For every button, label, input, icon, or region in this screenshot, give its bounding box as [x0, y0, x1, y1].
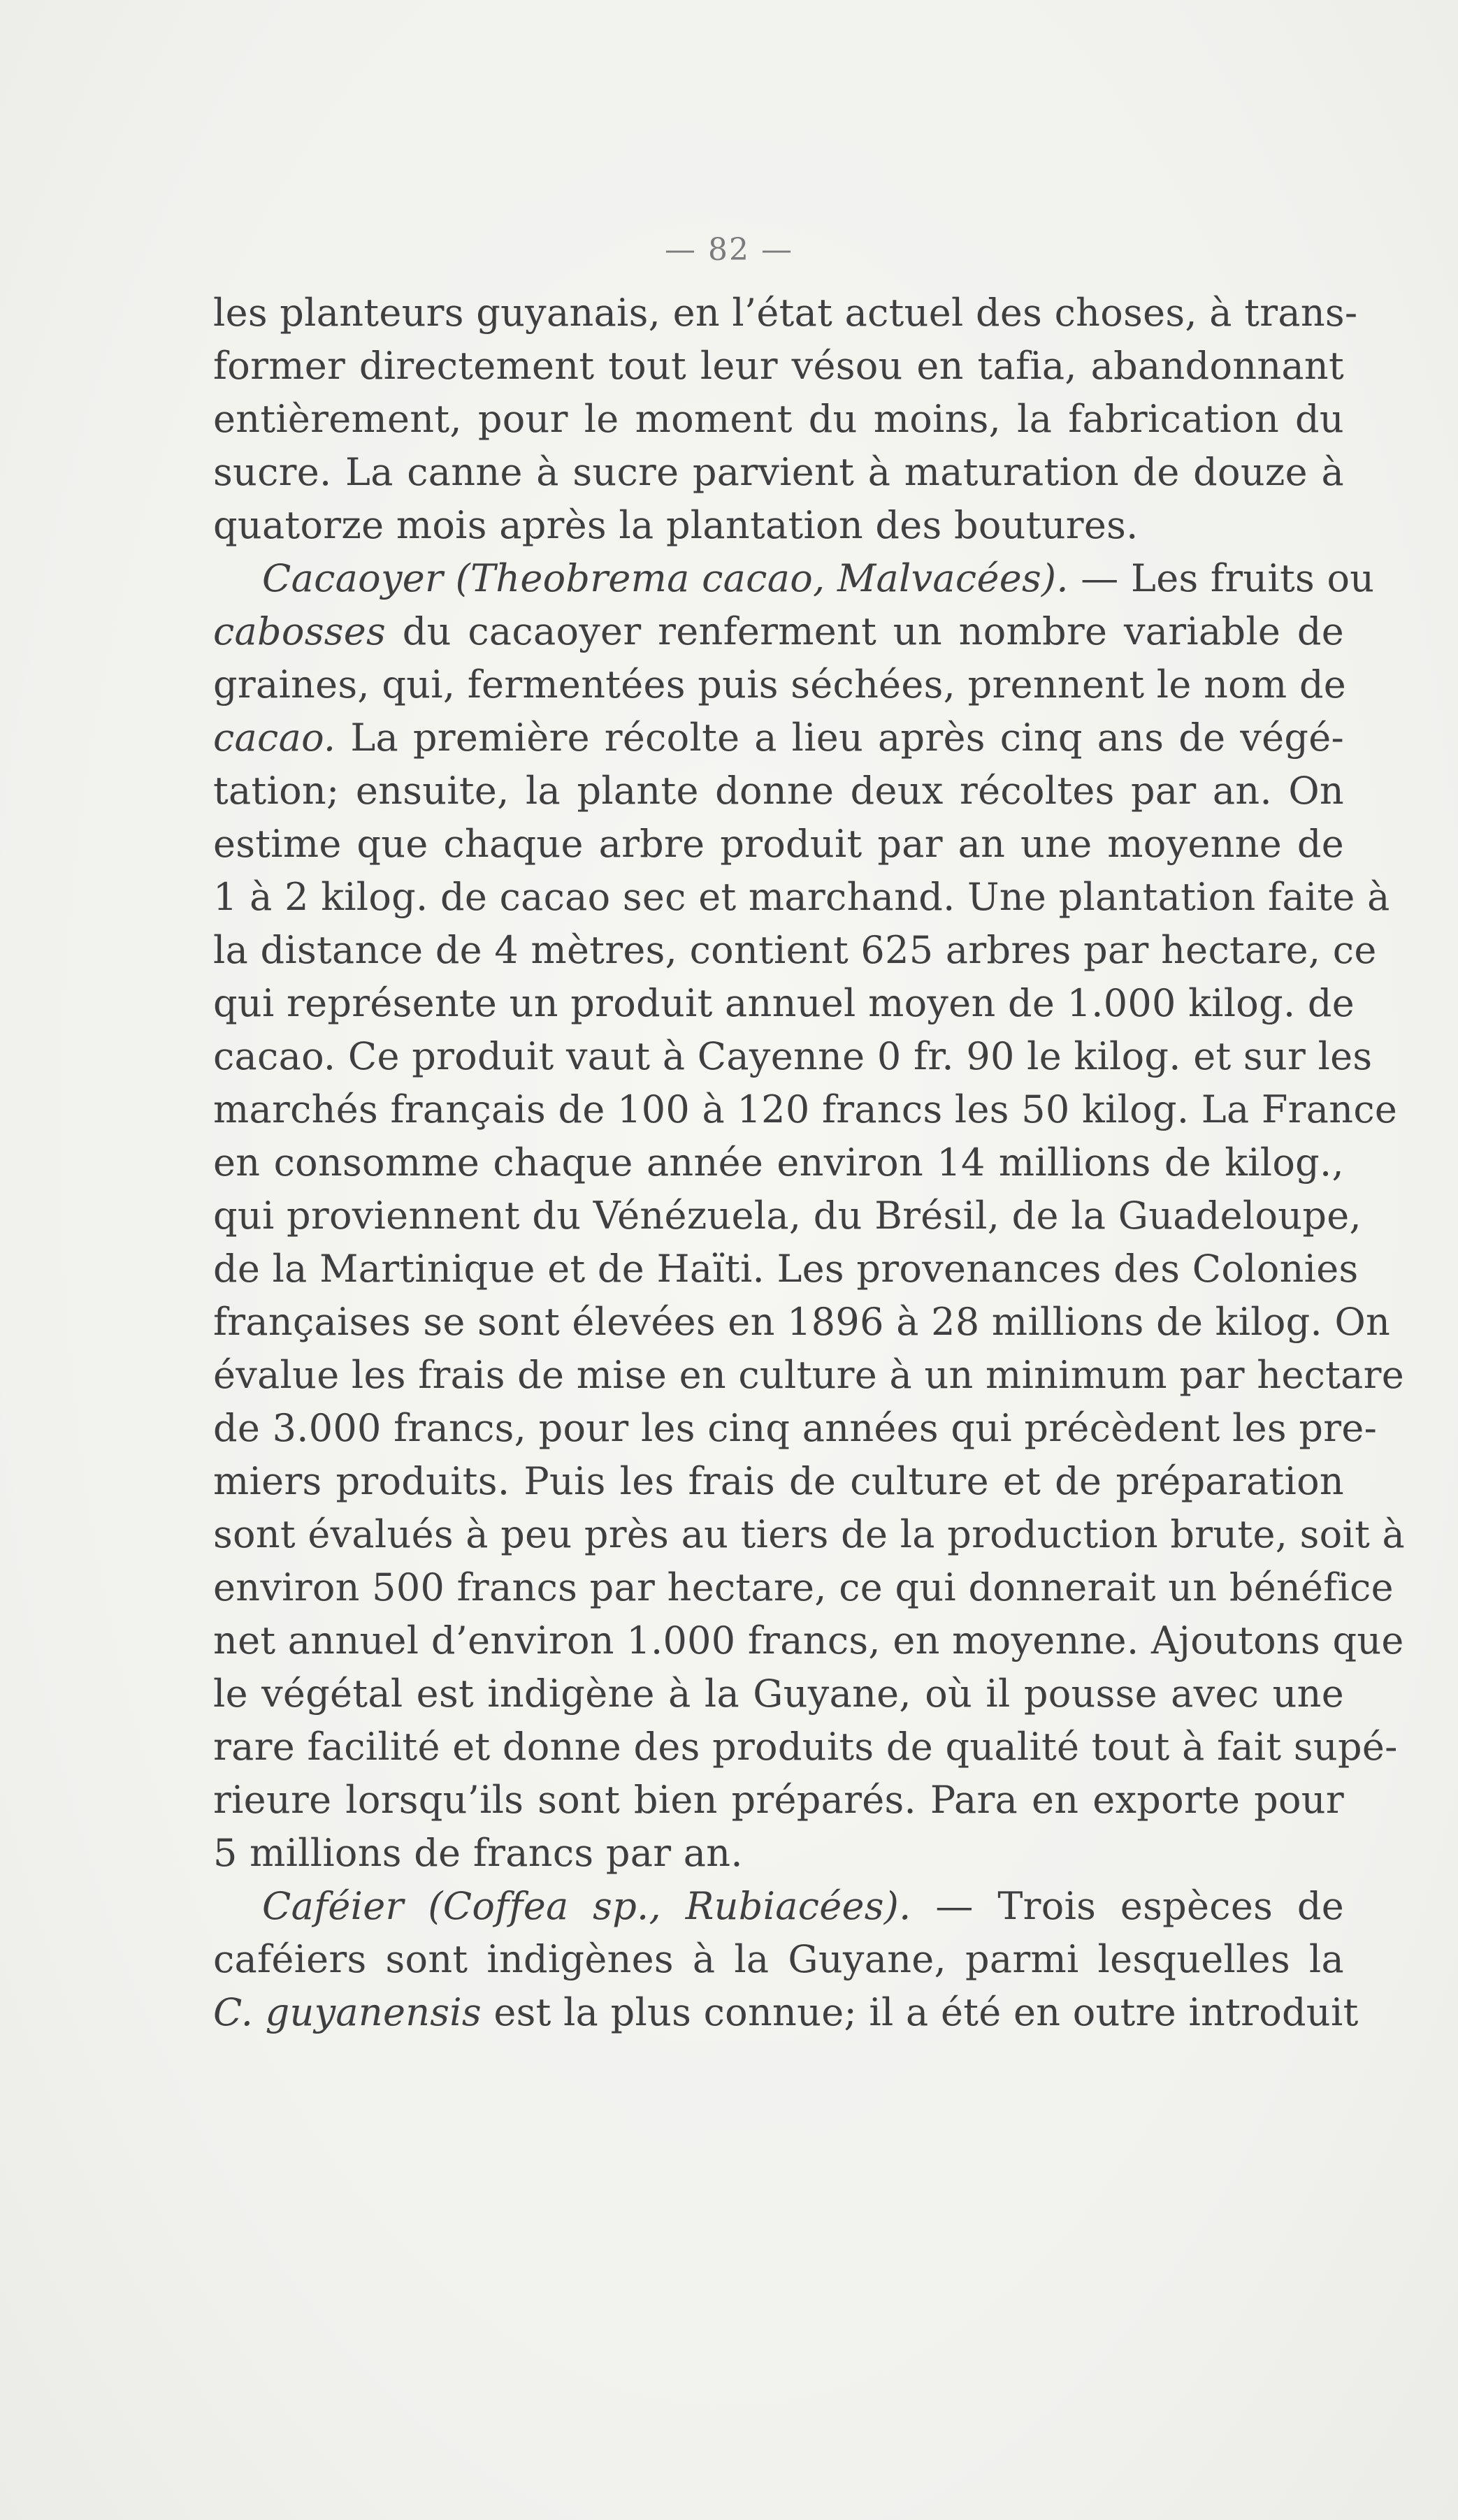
text-run: — Les fruits ou: [1068, 556, 1375, 600]
text-line: de 3.000 francs, pour les cinq années qui précèdent les pre-: [213, 1406, 1378, 1450]
text-line: 1 à 2 kilog. de cacao sec et marchand. Une plantation faite à: [213, 875, 1390, 919]
text-line: [213, 1986, 1359, 2039]
text-line: entièrement, pour le moment du moins, la fabrication du: [213, 397, 1344, 441]
text-line: rare facilité et donne des produits de qualité tout à fait supé-: [213, 1725, 1398, 1769]
text-line: 5 millions de francs par an.: [213, 1831, 743, 1875]
text-line: [213, 711, 1344, 765]
text-line: sont évalués à peu près au tiers de la production brute, soit à: [213, 1512, 1406, 1556]
text-line: françaises se sont élevées en 1896 à 28 millions de kilog. On: [213, 1300, 1391, 1344]
text-line: la distance de 4 mètres, contient 625 arbres par hectare, ce: [213, 928, 1377, 972]
text-line: caféiers sont indigènes à la Guyane, parmi lesquelles la: [213, 1937, 1344, 1981]
text-line: environ 500 francs par hectare, ce qui donnerait un bénéfice: [213, 1565, 1394, 1609]
text-run: du cacaoyer renferment un nombre variable de: [386, 609, 1344, 653]
page-number: — 82 —: [665, 232, 793, 268]
text-line: évalue les frais de mise en culture à un minimum par hectare: [213, 1353, 1405, 1397]
text-line: estime que chaque arbre produit par an une moyenne de: [213, 822, 1344, 866]
text-line: les planteurs guyanais, en l’état actuel des choses, à trans-: [213, 291, 1358, 335]
text-run: est la plus connue; il a été en outre introduit: [481, 1990, 1359, 2034]
text-line: quatorze mois après la plantation des boutures.: [213, 503, 1139, 547]
text-line: [213, 605, 1344, 658]
text-line: net annuel d’environ 1.000 francs, en moyenne. Ajoutons que: [213, 1619, 1404, 1663]
italic-term: C. guyanensis: [213, 1990, 482, 2034]
body-text: [213, 287, 1406, 2039]
text-line: miers produits. Puis les frais de culture et de préparation: [213, 1459, 1344, 1503]
text-line: qui proviennent du Vénézuela, du Brésil, de la Guadeloupe,: [213, 1194, 1362, 1238]
text-line: en consomme chaque année environ 14 millions de kilog.,: [213, 1140, 1344, 1185]
section-title: Cacaoyer (Theobrema cacao, Malvacées).: [262, 556, 1069, 600]
text-line: former directement tout leur vésou en tafia, abandonnant: [213, 344, 1344, 388]
text-line: rieure lorsqu’ils sont bien préparés. Para en exporte pour: [213, 1778, 1344, 1822]
text-line: graines, qui, fermentées puis séchées, prennent le nom de: [213, 662, 1347, 707]
text-line: tation; ensuite, la plante donne deux récoltes par an. On: [213, 769, 1344, 813]
italic-term: cabosses: [213, 609, 387, 653]
text-line: le végétal est indigène à la Guyane, où il pousse avec une: [213, 1672, 1344, 1716]
text-line: de la Martinique et de Haïti. Les provenances des Colonies: [213, 1247, 1359, 1291]
section-title: Caféier (Coffea sp., Rubiacées).: [262, 1884, 911, 1928]
section-heading-cacaoyer: [213, 552, 1375, 605]
text-line: marchés français de 100 à 120 francs les 50 kilog. La France: [213, 1087, 1398, 1131]
text-line: sucre. La canne à sucre parvient à maturation de douze à: [213, 450, 1344, 494]
text-line: cacao. Ce produit vaut à Cayenne 0 fr. 90 le kilog. et sur les: [213, 1034, 1373, 1078]
section-heading-cafeier: [213, 1880, 1344, 1933]
text-run: — Trois espèces de: [911, 1884, 1344, 1928]
italic-term: cacao.: [213, 716, 336, 760]
text-line: qui représente un produit annuel moyen de 1.000 kilog. de: [213, 981, 1355, 1025]
text-run: La première récolte a lieu après cinq ans de végé-: [335, 716, 1344, 760]
